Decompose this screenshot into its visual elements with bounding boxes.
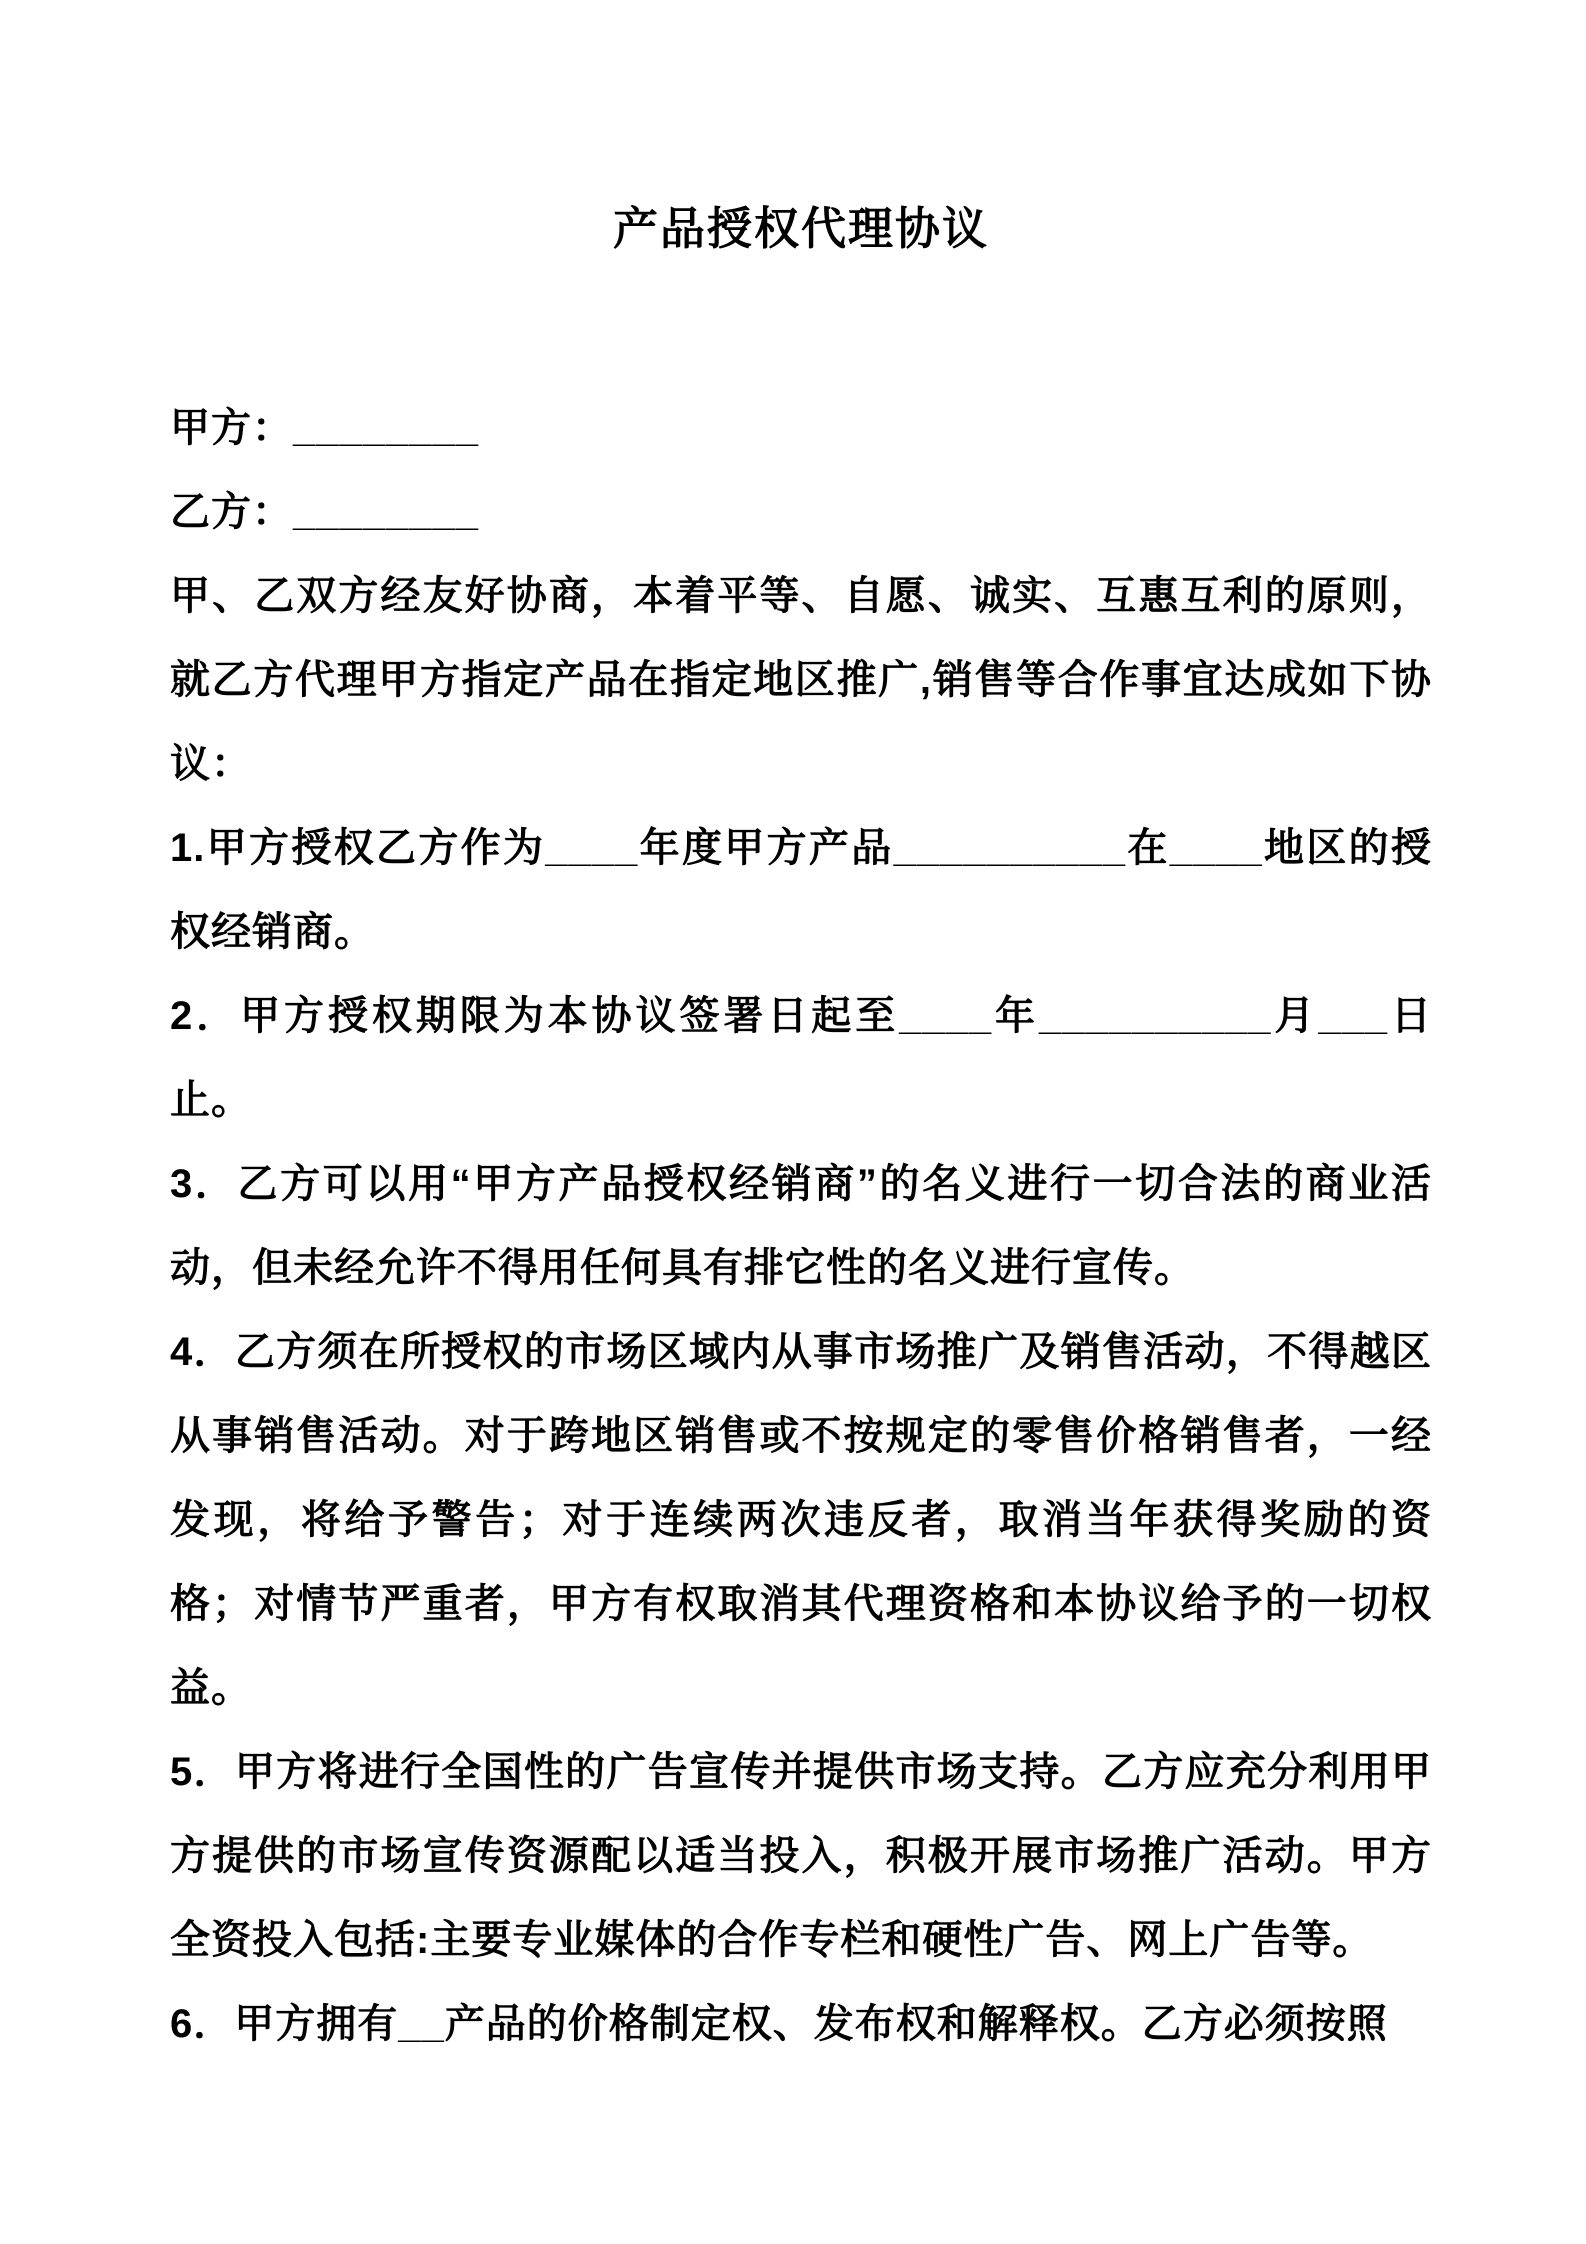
clause-4-text: 4．乙方须在所授权的市场区域内从事市场推广及销售活动，不得越区从事销售活动。对于跨地区销售或不按规定的零售价格销售者，一经发现，将给予警告；对于连续两次违反者，取消当年获得奖励的资格；对情节严重者，甲方有权取消其代理资格和本协议给予的一切权益。 <box>170 1330 1432 1710</box>
document-body <box>170 386 1432 2066</box>
clause-6-text: 6．甲方拥有__产品的价格制定权、发布权和解释权。乙方必须按照 <box>170 2002 1388 2046</box>
party-b-line: 乙方：________ <box>170 490 479 534</box>
party-a-line: 甲方：________ <box>170 406 479 450</box>
preamble-text: 甲、乙双方经友好协商，本着平等、自愿、诚实、互惠互利的原则，就乙方代理甲方指定产品在指定地区推广,销售等合作事宜达成如下协议： <box>170 574 1432 786</box>
clause-5-text: 5．甲方将进行全国性的广告宣传并提供市场支持。乙方应充分利用甲方提供的市场宣传资源配以适当投入，积极开展市场推广活动。甲方全资投入包括:主要专业媒体的合作专栏和硬性广告、网上广告等。 <box>170 1750 1432 1962</box>
clause-3-text: 3．乙方可以用“甲方产品授权经销商”的名义进行一切合法的商业活动，但未经允许不得用任何具有排它性的名义进行宣传。 <box>170 1162 1432 1290</box>
clause-2-text: 2．甲方授权期限为本协议签署日起至____年__________月___日止。 <box>170 994 1432 1122</box>
document-title: 产品授权代理协议 <box>612 203 989 254</box>
document-content <box>170 198 1432 2066</box>
clause-1-text: 1.甲方授权乙方作为____年度甲方产品__________在____地区的授权经销商。 <box>170 826 1432 954</box>
